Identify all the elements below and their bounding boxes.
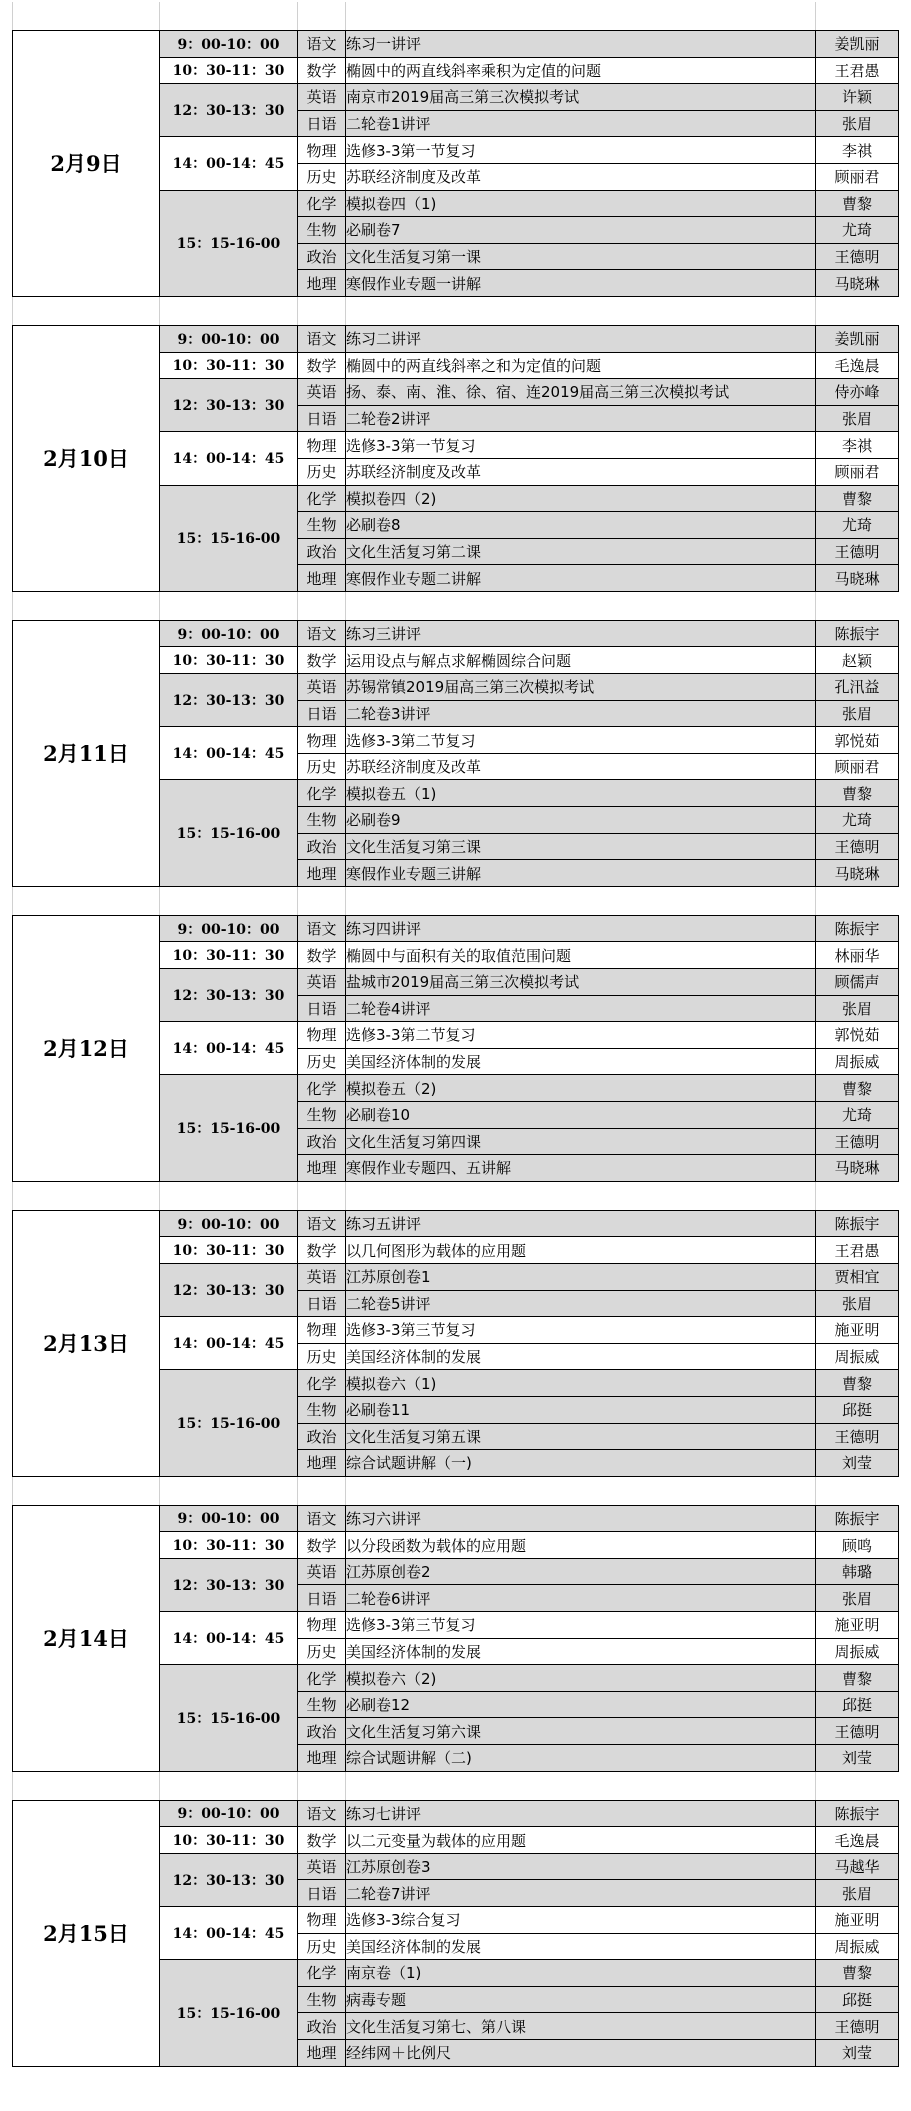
time-cell: 10：30-11：30 <box>160 1237 298 1264</box>
subject-cell: 生物 <box>298 1396 346 1423</box>
teacher-cell: 曹黎 <box>816 780 899 807</box>
date-cell: 2月9日 <box>13 31 160 297</box>
time-cell: 15：15-16-00 <box>160 1075 298 1181</box>
time-cell: 10：30-11：30 <box>160 942 298 969</box>
subject-cell: 化学 <box>298 780 346 807</box>
time-cell: 9：00-10：00 <box>160 915 298 942</box>
topic-cell: 选修3-3第二节复习 <box>346 1022 816 1049</box>
time-cell: 10：30-11：30 <box>160 352 298 379</box>
subject-cell: 历史 <box>298 458 346 485</box>
teacher-cell: 施亚明 <box>816 1612 899 1639</box>
teacher-cell: 尤琦 <box>816 217 899 244</box>
teacher-cell: 张眉 <box>816 1290 899 1317</box>
topic-cell: 以二元变量为载体的应用题 <box>346 1827 816 1854</box>
subject-cell: 英语 <box>298 84 346 111</box>
time-cell: 12：30-13：30 <box>160 84 298 137</box>
subject-cell: 物理 <box>298 727 346 754</box>
time-cell: 14：00-14：45 <box>160 1022 298 1075</box>
topic-cell: 二轮卷5讲评 <box>346 1290 816 1317</box>
topic-cell: 苏联经济制度及改革 <box>346 163 816 190</box>
time-cell: 9：00-10：00 <box>160 1210 298 1237</box>
teacher-cell: 王德明 <box>816 833 899 860</box>
teacher-cell: 王德明 <box>816 1128 899 1155</box>
time-cell: 14：00-14：45 <box>160 432 298 485</box>
teacher-cell: 周振威 <box>816 1343 899 1370</box>
subject-cell: 地理 <box>298 1450 346 1477</box>
subject-cell: 地理 <box>298 270 346 297</box>
topic-cell: 练习六讲评 <box>346 1505 816 1532</box>
subject-cell: 政治 <box>298 538 346 565</box>
teacher-cell: 李祺 <box>816 432 899 459</box>
teacher-cell: 马越华 <box>816 1853 899 1880</box>
subject-cell: 地理 <box>298 2039 346 2066</box>
table-row <box>13 31 899 58</box>
teacher-cell: 邱挺 <box>816 1691 899 1718</box>
topic-cell: 盐城市2019届高三第三次模拟考试 <box>346 969 816 996</box>
subject-cell: 英语 <box>298 379 346 406</box>
subject-cell: 日语 <box>298 1880 346 1907</box>
topic-cell: 选修3-3第三节复习 <box>346 1317 816 1344</box>
teacher-cell: 韩璐 <box>816 1558 899 1585</box>
time-cell: 9：00-10：00 <box>160 1505 298 1532</box>
topic-cell: 经纬网＋比例尺 <box>346 2039 816 2066</box>
teacher-cell: 刘莹 <box>816 2039 899 2066</box>
day-separator <box>12 592 898 620</box>
teacher-cell: 王德明 <box>816 2013 899 2040</box>
topic-cell: 江苏原创卷3 <box>346 1853 816 1880</box>
topic-cell: 苏锡常镇2019届高三第三次模拟考试 <box>346 674 816 701</box>
topic-cell: 练习四讲评 <box>346 915 816 942</box>
teacher-cell: 郭悦茹 <box>816 1022 899 1049</box>
teacher-cell: 施亚明 <box>816 1907 899 1934</box>
day-block <box>12 1210 899 1477</box>
topic-cell: 运用设点与解点求解椭圆综合问题 <box>346 647 816 674</box>
subject-cell: 化学 <box>298 1960 346 1987</box>
day-block <box>12 30 899 297</box>
subject-cell: 英语 <box>298 1853 346 1880</box>
topic-cell: 苏联经济制度及改革 <box>346 458 816 485</box>
day-separator <box>12 2 898 30</box>
date-cell: 2月13日 <box>13 1210 160 1476</box>
day-separator <box>12 1772 898 1800</box>
time-cell: 15：15-16-00 <box>160 190 298 296</box>
teacher-cell: 王君愚 <box>816 57 899 84</box>
subject-cell: 化学 <box>298 190 346 217</box>
topic-cell: 美国经济体制的发展 <box>346 1343 816 1370</box>
teacher-cell: 张眉 <box>816 110 899 137</box>
time-cell: 14：00-14：45 <box>160 727 298 780</box>
time-cell: 9：00-10：00 <box>160 325 298 352</box>
topic-cell: 美国经济体制的发展 <box>346 1933 816 1960</box>
topic-cell: 练习二讲评 <box>346 325 816 352</box>
teacher-cell: 顾丽君 <box>816 458 899 485</box>
table-row <box>13 325 899 352</box>
subject-cell: 生物 <box>298 1101 346 1128</box>
topic-cell: 模拟卷六（2) <box>346 1665 816 1692</box>
topic-cell: 文化生活复习第四课 <box>346 1128 816 1155</box>
subject-cell: 语文 <box>298 31 346 58</box>
topic-cell: 寒假作业专题三讲解 <box>346 860 816 887</box>
time-cell: 10：30-11：30 <box>160 647 298 674</box>
time-cell: 10：30-11：30 <box>160 1827 298 1854</box>
subject-cell: 政治 <box>298 2013 346 2040</box>
subject-cell: 英语 <box>298 969 346 996</box>
topic-cell: 南京卷（1) <box>346 1960 816 1987</box>
subject-cell: 历史 <box>298 753 346 780</box>
day-block <box>12 1505 899 1772</box>
date-cell: 2月14日 <box>13 1505 160 1771</box>
time-cell: 14：00-14：45 <box>160 1612 298 1665</box>
time-cell: 15：15-16-00 <box>160 485 298 591</box>
table-row <box>13 1800 899 1827</box>
topic-cell: 模拟卷四（1) <box>346 190 816 217</box>
time-cell: 14：00-14：45 <box>160 137 298 190</box>
teacher-cell: 马晓琳 <box>816 860 899 887</box>
time-cell: 9：00-10：00 <box>160 31 298 58</box>
topic-cell: 江苏原创卷1 <box>346 1263 816 1290</box>
subject-cell: 政治 <box>298 1718 346 1745</box>
subject-cell: 语文 <box>298 325 346 352</box>
topic-cell: 二轮卷2讲评 <box>346 405 816 432</box>
subject-cell: 日语 <box>298 995 346 1022</box>
topic-cell: 必刷卷10 <box>346 1101 816 1128</box>
subject-cell: 地理 <box>298 860 346 887</box>
subject-cell: 地理 <box>298 565 346 592</box>
teacher-cell: 尤琦 <box>816 1101 899 1128</box>
date-cell: 2月11日 <box>13 620 160 886</box>
subject-cell: 数学 <box>298 57 346 84</box>
topic-cell: 模拟卷五（1) <box>346 780 816 807</box>
subject-cell: 物理 <box>298 432 346 459</box>
day-separator <box>12 887 898 915</box>
subject-cell: 日语 <box>298 405 346 432</box>
topic-cell: 模拟卷四（2) <box>346 485 816 512</box>
subject-cell: 数学 <box>298 1827 346 1854</box>
topic-cell: 练习三讲评 <box>346 620 816 647</box>
teacher-cell: 尤琦 <box>816 807 899 834</box>
subject-cell: 英语 <box>298 674 346 701</box>
topic-cell: 文化生活复习第六课 <box>346 1718 816 1745</box>
topic-cell: 以分段函数为载体的应用题 <box>346 1532 816 1559</box>
teacher-cell: 孔汛益 <box>816 674 899 701</box>
table-row <box>13 1210 899 1237</box>
subject-cell: 历史 <box>298 163 346 190</box>
topic-cell: 苏联经济制度及改革 <box>346 753 816 780</box>
teacher-cell: 曹黎 <box>816 190 899 217</box>
teacher-cell: 毛逸晨 <box>816 352 899 379</box>
topic-cell: 病毒专题 <box>346 1986 816 2013</box>
subject-cell: 语文 <box>298 1505 346 1532</box>
time-cell: 12：30-13：30 <box>160 1853 298 1906</box>
topic-cell: 综合试题讲解（二) <box>346 1745 816 1772</box>
teacher-cell: 施亚明 <box>816 1317 899 1344</box>
topic-cell: 寒假作业专题二讲解 <box>346 565 816 592</box>
topic-cell: 二轮卷4讲评 <box>346 995 816 1022</box>
time-cell: 10：30-11：30 <box>160 57 298 84</box>
subject-cell: 生物 <box>298 1986 346 2013</box>
subject-cell: 数学 <box>298 942 346 969</box>
topic-cell: 南京市2019届高三第三次模拟考试 <box>346 84 816 111</box>
table-row <box>13 1505 899 1532</box>
topic-cell: 练习七讲评 <box>346 1800 816 1827</box>
teacher-cell: 周振威 <box>816 1638 899 1665</box>
subject-cell: 历史 <box>298 1638 346 1665</box>
teacher-cell: 陈振宇 <box>816 1210 899 1237</box>
topic-cell: 美国经济体制的发展 <box>346 1048 816 1075</box>
day-block <box>12 620 899 887</box>
teacher-cell: 顾儒声 <box>816 969 899 996</box>
teacher-cell: 李祺 <box>816 137 899 164</box>
teacher-cell: 马晓琳 <box>816 1155 899 1182</box>
table-row <box>13 620 899 647</box>
subject-cell: 物理 <box>298 1612 346 1639</box>
teacher-cell: 张眉 <box>816 405 899 432</box>
day-block <box>12 325 899 592</box>
time-cell: 9：00-10：00 <box>160 620 298 647</box>
topic-cell: 文化生活复习第七、第八课 <box>346 2013 816 2040</box>
teacher-cell: 顾丽君 <box>816 163 899 190</box>
topic-cell: 扬、泰、南、淮、徐、宿、连2019届高三第三次模拟考试 <box>346 379 816 406</box>
topic-cell: 二轮卷3讲评 <box>346 700 816 727</box>
time-cell: 9：00-10：00 <box>160 1800 298 1827</box>
teacher-cell: 马晓琳 <box>816 270 899 297</box>
teacher-cell: 王君愚 <box>816 1237 899 1264</box>
time-cell: 15：15-16-00 <box>160 780 298 886</box>
teacher-cell: 陈振宇 <box>816 1505 899 1532</box>
subject-cell: 历史 <box>298 1048 346 1075</box>
date-cell: 2月15日 <box>13 1800 160 2066</box>
time-cell: 12：30-13：30 <box>160 674 298 727</box>
topic-cell: 椭圆中的两直线斜率之和为定值的问题 <box>346 352 816 379</box>
topic-cell: 文化生活复习第二课 <box>346 538 816 565</box>
topic-cell: 寒假作业专题四、五讲解 <box>346 1155 816 1182</box>
topic-cell: 必刷卷11 <box>346 1396 816 1423</box>
subject-cell: 语文 <box>298 1800 346 1827</box>
subject-cell: 化学 <box>298 1075 346 1102</box>
teacher-cell: 姜凯丽 <box>816 325 899 352</box>
day-separator <box>12 297 898 325</box>
subject-cell: 物理 <box>298 1317 346 1344</box>
time-cell: 12：30-13：30 <box>160 969 298 1022</box>
teacher-cell: 刘莹 <box>816 1745 899 1772</box>
subject-cell: 日语 <box>298 1585 346 1612</box>
teacher-cell: 陈振宇 <box>816 1800 899 1827</box>
teacher-cell: 王德明 <box>816 243 899 270</box>
teacher-cell: 林丽华 <box>816 942 899 969</box>
subject-cell: 英语 <box>298 1263 346 1290</box>
teacher-cell: 顾鸣 <box>816 1532 899 1559</box>
topic-cell: 寒假作业专题一讲解 <box>346 270 816 297</box>
teacher-cell: 陈振宇 <box>816 915 899 942</box>
teacher-cell: 顾丽君 <box>816 753 899 780</box>
topic-cell: 必刷卷12 <box>346 1691 816 1718</box>
subject-cell: 日语 <box>298 110 346 137</box>
topic-cell: 综合试题讲解（一) <box>346 1450 816 1477</box>
teacher-cell: 邱挺 <box>816 1396 899 1423</box>
topic-cell: 江苏原创卷2 <box>346 1558 816 1585</box>
subject-cell: 地理 <box>298 1155 346 1182</box>
topic-cell: 练习五讲评 <box>346 1210 816 1237</box>
teacher-cell: 姜凯丽 <box>816 31 899 58</box>
teacher-cell: 曹黎 <box>816 1960 899 1987</box>
teacher-cell: 曹黎 <box>816 1665 899 1692</box>
topic-cell: 文化生活复习第一课 <box>346 243 816 270</box>
topic-cell: 练习一讲评 <box>346 31 816 58</box>
subject-cell: 日语 <box>298 700 346 727</box>
topic-cell: 椭圆中的两直线斜率乘积为定值的问题 <box>346 57 816 84</box>
topic-cell: 美国经济体制的发展 <box>346 1638 816 1665</box>
subject-cell: 生物 <box>298 1691 346 1718</box>
day-separator <box>12 1182 898 1210</box>
teacher-cell: 曹黎 <box>816 485 899 512</box>
subject-cell: 政治 <box>298 243 346 270</box>
subject-cell: 化学 <box>298 1370 346 1397</box>
day-block <box>12 915 899 1182</box>
topic-cell: 文化生活复习第五课 <box>346 1423 816 1450</box>
topic-cell: 选修3-3第一节复习 <box>346 432 816 459</box>
subject-cell: 地理 <box>298 1745 346 1772</box>
topic-cell: 必刷卷8 <box>346 512 816 539</box>
subject-cell: 语文 <box>298 915 346 942</box>
time-cell: 14：00-14：45 <box>160 1907 298 1960</box>
date-cell: 2月10日 <box>13 325 160 591</box>
subject-cell: 历史 <box>298 1343 346 1370</box>
teacher-cell: 尤琦 <box>816 512 899 539</box>
subject-cell: 化学 <box>298 485 346 512</box>
subject-cell: 政治 <box>298 1128 346 1155</box>
teacher-cell: 张眉 <box>816 1880 899 1907</box>
date-cell: 2月12日 <box>13 915 160 1181</box>
subject-cell: 英语 <box>298 1558 346 1585</box>
teacher-cell: 邱挺 <box>816 1986 899 2013</box>
teacher-cell: 毛逸晨 <box>816 1827 899 1854</box>
topic-cell: 必刷卷9 <box>346 807 816 834</box>
topic-cell: 二轮卷1讲评 <box>346 110 816 137</box>
time-cell: 15：15-16-00 <box>160 1960 298 2066</box>
topic-cell: 文化生活复习第三课 <box>346 833 816 860</box>
teacher-cell: 曹黎 <box>816 1370 899 1397</box>
subject-cell: 物理 <box>298 1907 346 1934</box>
teacher-cell: 王德明 <box>816 538 899 565</box>
time-cell: 12：30-13：30 <box>160 1263 298 1316</box>
topic-cell: 选修3-3综合复习 <box>346 1907 816 1934</box>
teacher-cell: 刘莹 <box>816 1450 899 1477</box>
teacher-cell: 周振威 <box>816 1048 899 1075</box>
subject-cell: 生物 <box>298 217 346 244</box>
subject-cell: 语文 <box>298 1210 346 1237</box>
subject-cell: 数学 <box>298 1532 346 1559</box>
subject-cell: 物理 <box>298 1022 346 1049</box>
time-cell: 12：30-13：30 <box>160 379 298 432</box>
subject-cell: 数学 <box>298 1237 346 1264</box>
subject-cell: 历史 <box>298 1933 346 1960</box>
subject-cell: 日语 <box>298 1290 346 1317</box>
subject-cell: 语文 <box>298 620 346 647</box>
topic-cell: 选修3-3第二节复习 <box>346 727 816 754</box>
teacher-cell: 王德明 <box>816 1423 899 1450</box>
time-cell: 15：15-16-00 <box>160 1665 298 1771</box>
subject-cell: 生物 <box>298 807 346 834</box>
time-cell: 15：15-16-00 <box>160 1370 298 1476</box>
teacher-cell: 张眉 <box>816 700 899 727</box>
subject-cell: 数学 <box>298 647 346 674</box>
day-block <box>12 1800 899 2067</box>
teacher-cell: 曹黎 <box>816 1075 899 1102</box>
table-row <box>13 915 899 942</box>
subject-cell: 化学 <box>298 1665 346 1692</box>
teacher-cell: 张眉 <box>816 995 899 1022</box>
teacher-cell: 周振威 <box>816 1933 899 1960</box>
teacher-cell: 许颖 <box>816 84 899 111</box>
teacher-cell: 马晓琳 <box>816 565 899 592</box>
topic-cell: 模拟卷五（2) <box>346 1075 816 1102</box>
topic-cell: 选修3-3第三节复习 <box>346 1612 816 1639</box>
topic-cell: 必刷卷7 <box>346 217 816 244</box>
subject-cell: 物理 <box>298 137 346 164</box>
teacher-cell: 侍亦峰 <box>816 379 899 406</box>
teacher-cell: 郭悦茹 <box>816 727 899 754</box>
subject-cell: 数学 <box>298 352 346 379</box>
teacher-cell: 王德明 <box>816 1718 899 1745</box>
teacher-cell: 张眉 <box>816 1585 899 1612</box>
topic-cell: 以几何图形为载体的应用题 <box>346 1237 816 1264</box>
teacher-cell: 赵颖 <box>816 647 899 674</box>
day-separator <box>12 1477 898 1505</box>
teacher-cell: 贾相宜 <box>816 1263 899 1290</box>
time-cell: 14：00-14：45 <box>160 1317 298 1370</box>
time-cell: 10：30-11：30 <box>160 1532 298 1559</box>
subject-cell: 政治 <box>298 833 346 860</box>
time-cell: 12：30-13：30 <box>160 1558 298 1611</box>
topic-cell: 选修3-3第一节复习 <box>346 137 816 164</box>
schedule-table <box>12 2 898 2067</box>
topic-cell: 二轮卷6讲评 <box>346 1585 816 1612</box>
subject-cell: 生物 <box>298 512 346 539</box>
topic-cell: 二轮卷7讲评 <box>346 1880 816 1907</box>
subject-cell: 政治 <box>298 1423 346 1450</box>
topic-cell: 椭圆中与面积有关的取值范围问题 <box>346 942 816 969</box>
topic-cell: 模拟卷六（1) <box>346 1370 816 1397</box>
teacher-cell: 陈振宇 <box>816 620 899 647</box>
